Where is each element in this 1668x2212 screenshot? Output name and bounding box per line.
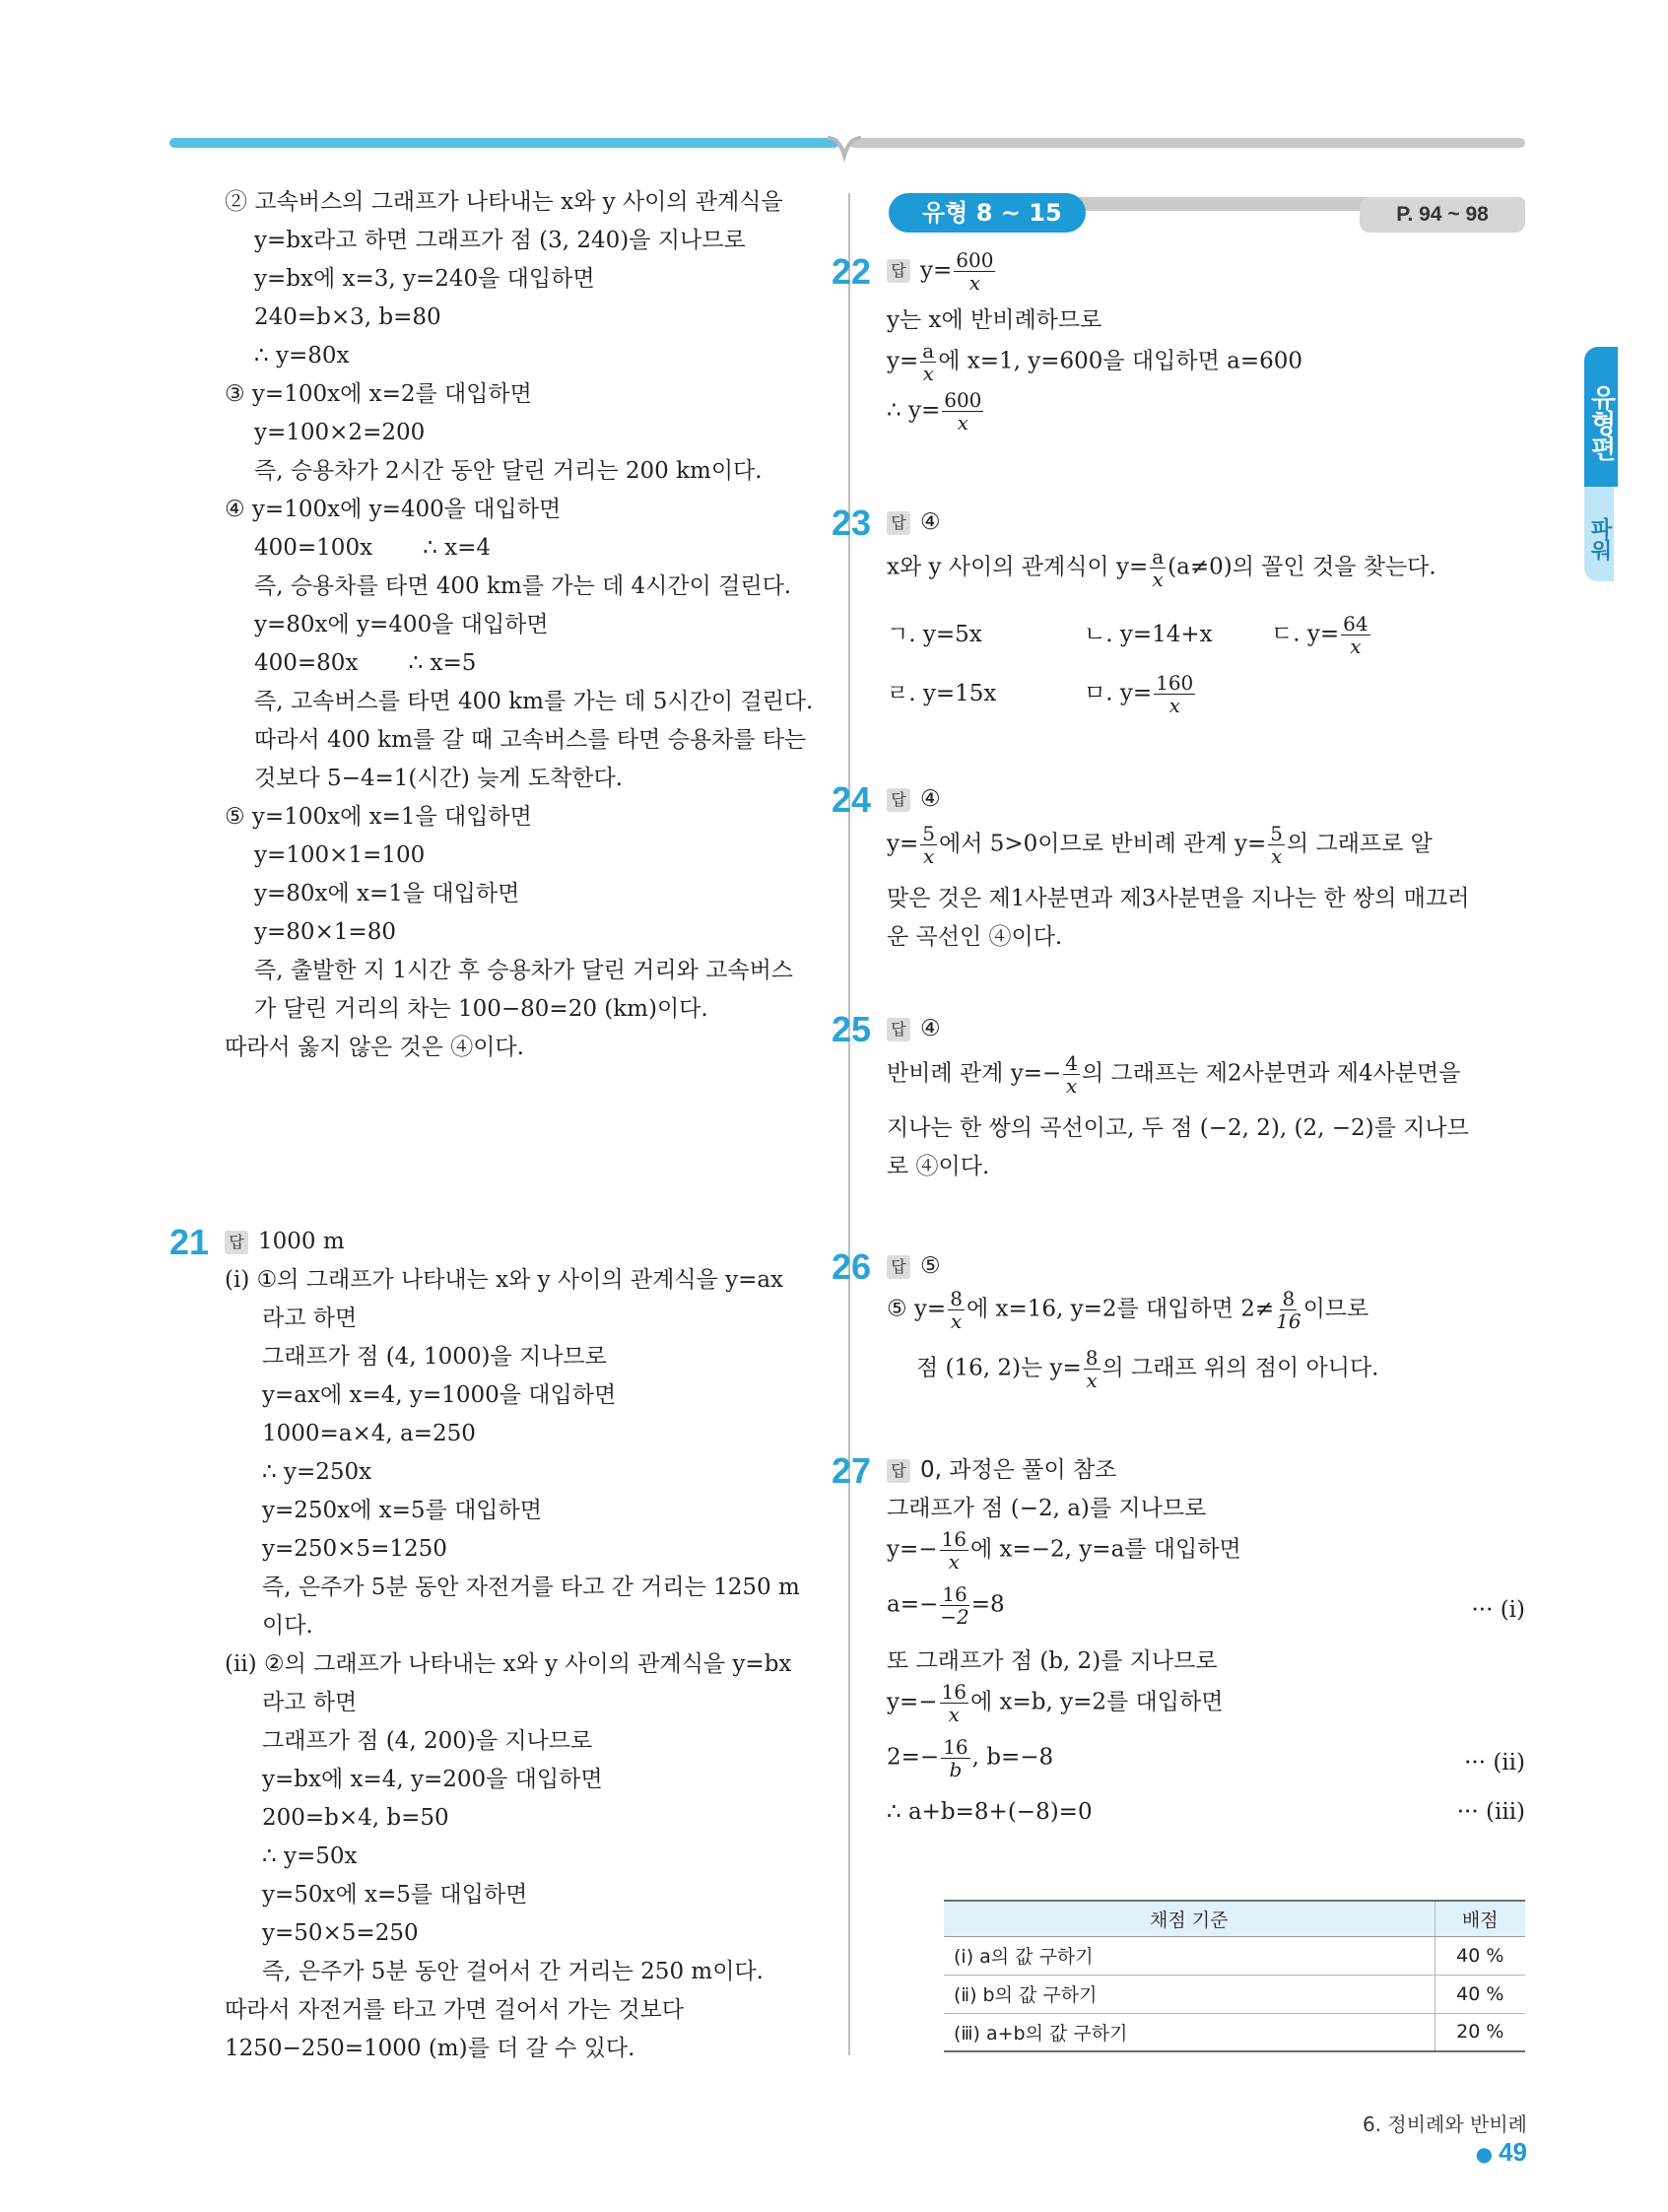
left-line: 것보다 5−4=1(시간) 늦게 도착한다. (254, 766, 624, 791)
left-line: ∴ y=80x (254, 343, 350, 369)
fraction (1084, 1347, 1101, 1391)
problem-number: 21 (169, 1222, 210, 1262)
left-line: 즉, 고속버스를 타면 400 km를 가는 데 5시간이 걸린다. (254, 689, 814, 714)
solution-line: 1250−250=1000 (m)를 더 갈 수 있다. (225, 2036, 635, 2061)
problem-answer: ④ (920, 1016, 941, 1041)
text: ∴ a+b=8+(−8)=0 (887, 1799, 1093, 1825)
type-header-pages: P. 94 ~ 98 (1360, 197, 1525, 233)
solution-line (887, 1288, 1527, 1347)
denominator: 16 (1276, 1309, 1301, 1333)
denominator: x (922, 362, 934, 385)
solution-line: 지나는 한 쌍의 곡선이고, 두 점 (−2, 2), (2, −2)를 지나므 (887, 1115, 1469, 1141)
table-header-cell: 배점 (1434, 1901, 1525, 1936)
problem-answer: ④ (920, 786, 941, 812)
text: y=− (887, 1536, 938, 1563)
left-line: 즉, 승용차를 타면 400 km를 가는 데 4시간이 걸린다. (254, 573, 792, 599)
fraction (1276, 1288, 1301, 1332)
denominator: −2 (940, 1605, 969, 1629)
left-line: 가 달린 거리의 차는 100−80=20 (km)이다. (254, 996, 708, 1022)
numerator: a (1152, 545, 1165, 569)
answer-text: y= (920, 257, 953, 283)
fraction (954, 249, 995, 294)
side-tab[interactable] (1584, 347, 1643, 581)
solution-line (887, 389, 1527, 444)
answer-badge: 답 (887, 1018, 910, 1041)
denominator: x (922, 844, 935, 868)
left-line: y=bx에 x=3, y=240을 대입하면 (254, 266, 595, 292)
solution-line: 운 곡선인 ④이다. (887, 924, 1063, 950)
fraction (941, 1736, 969, 1780)
text: ㄷ. y= (1271, 621, 1340, 646)
text: (a≠0)의 꼴인 것을 찾는다. (1168, 554, 1436, 580)
solution-line: y는 x에 반비례하므로 (887, 307, 1102, 333)
solution-line: 그래프가 점 (−2, a)를 지나므로 (887, 1496, 1207, 1521)
answer-badge: 답 (225, 1231, 248, 1254)
top-notch-shape (828, 136, 861, 164)
left-line: 240=b×3, b=80 (254, 304, 441, 330)
step-marker: ··· (ⅰ) (1471, 1597, 1525, 1623)
text: y=− (887, 1689, 938, 1715)
table-row (944, 2013, 1525, 2051)
numerator: 16 (943, 1735, 968, 1759)
right-column (832, 246, 1527, 1832)
problem-25-header (832, 1009, 1527, 1049)
numerator: 4 (1065, 1051, 1078, 1075)
problem-answer: 0, 과정은 풀이 참조 (920, 1457, 1117, 1483)
table-header-cell: 채점 기준 (944, 1901, 1434, 1936)
problem-answer: ④ (920, 509, 941, 535)
step-marker: ··· (ⅲ) (1456, 1799, 1525, 1825)
side-tab-main: 유형편 (1584, 347, 1618, 487)
solution-line: 이다. (262, 1613, 313, 1639)
problem-21-header (169, 1222, 816, 1262)
text: y= (887, 348, 919, 374)
choice (1271, 613, 1372, 657)
left-line: 400=80x ∴ x=5 (254, 650, 477, 676)
left-line: 400=100x ∴ x=4 (254, 535, 492, 561)
fraction (920, 823, 937, 867)
solution-line (887, 546, 1527, 605)
text: 에 x=b, y=2를 대입하면 (970, 1689, 1224, 1715)
solution-line: y=ax에 x=4, y=1000을 대입하면 (262, 1382, 617, 1408)
solution-line: (ⅱ) ②의 그래프가 나타내는 x와 y 사이의 관계식을 y=bx (225, 1651, 792, 1677)
solution-line (887, 1528, 1527, 1583)
denominator: x (950, 1309, 963, 1333)
text: 의 그래프로 알 (1286, 831, 1433, 857)
numerator: 160 (1156, 670, 1194, 695)
type-header-tab: 유형 8 ~ 15 (889, 193, 1086, 233)
top-rule-right (849, 138, 1525, 148)
fraction (940, 1528, 968, 1573)
fraction (940, 1583, 968, 1628)
left-line: ③ y=100x에 x=2를 대입하면 (225, 381, 532, 407)
problem-number: 27 (832, 1450, 872, 1491)
numerator: 8 (1085, 1346, 1099, 1370)
solution-line: ∴ y=50x (262, 1843, 358, 1869)
solution-line: 또 그래프가 점 (b, 2)를 지나므로 (887, 1648, 1218, 1674)
text: ㅁ. y= (1084, 680, 1153, 705)
numerator: 5 (1270, 822, 1283, 845)
left-line: ⑤ y=100x에 x=1을 대입하면 (225, 804, 532, 830)
solution-line: 로 ④이다. (887, 1154, 990, 1179)
problem-number: 23 (832, 503, 872, 543)
choice-row (887, 605, 1527, 664)
text: 반비례 관계 y=− (887, 1060, 1062, 1087)
text: 에 x=1, y=600을 대입하면 a=600 (938, 348, 1302, 374)
denominator: x (1086, 1369, 1098, 1392)
side-tab-sub: 파워 (1584, 487, 1614, 581)
left-line: y=80x에 x=1을 대입하면 (254, 881, 520, 906)
page-number: 49 (1499, 2137, 1527, 2167)
left-line: 따라서 옳지 않은 것은 ④이다. (225, 1035, 524, 1060)
solution-line: 맞은 것은 제1사분면과 제3사분면을 지나는 한 쌍의 매끄러 (887, 886, 1470, 911)
solution-line: y=250x에 x=5를 대입하면 (262, 1498, 542, 1523)
solution-line (887, 823, 1527, 880)
answer-badge: 답 (887, 511, 910, 535)
text: 이므로 (1302, 1296, 1369, 1322)
text: 에 x=−2, y=a를 대입하면 (970, 1536, 1241, 1563)
left-line: y=100×2=200 (254, 420, 426, 445)
left-column (169, 183, 816, 2068)
solution-line: (ⅰ) ①의 그래프가 나타내는 x와 y 사이의 관계식을 y=ax (225, 1267, 784, 1293)
left-line: y=100×1=100 (254, 842, 426, 868)
top-rule-left (169, 138, 839, 148)
solution-line: 200=b×4, b=50 (262, 1805, 449, 1831)
solution-line (887, 1793, 1527, 1832)
scoring-table (944, 1900, 1525, 2052)
solution-line: y=250×5=1250 (262, 1536, 447, 1562)
solution-line: y=50×5=250 (262, 1920, 419, 1946)
solution-line: ∴ y=250x (262, 1459, 372, 1485)
problem-number: 24 (832, 779, 872, 820)
choice-row (887, 664, 1527, 723)
left-line: 즉, 승용차가 2시간 동안 달린 거리는 200 km이다. (254, 458, 763, 484)
left-line: y=bx라고 하면 그래프가 점 (3, 240)을 지나므로 (254, 228, 746, 253)
text: ⑤ y= (887, 1296, 947, 1322)
choice: ㄹ. y=15x (887, 680, 997, 706)
denominator: x (957, 411, 968, 435)
fraction (920, 340, 936, 384)
problem-answer: 1000 m (258, 1229, 345, 1254)
problem-22-header (832, 246, 1527, 296)
fraction (1268, 823, 1285, 867)
problem-27-header (832, 1450, 1527, 1491)
denominator: x (968, 270, 980, 295)
table-row (944, 1936, 1525, 1975)
answer-badge: 답 (887, 1459, 910, 1483)
chapter-title: 6. 정비례와 반비례 (1362, 2112, 1527, 2136)
left-line: 따라서 400 km를 갈 때 고속버스를 타면 승용차를 타는 (254, 727, 807, 753)
text: ∴ y= (887, 397, 941, 424)
numerator: 16 (942, 1582, 967, 1606)
table-cell: 40 % (1434, 1975, 1525, 2013)
table-row (944, 1975, 1525, 2013)
text: y= (887, 831, 919, 857)
denominator: x (1270, 844, 1283, 868)
left-line: y=80×1=80 (254, 919, 396, 945)
solution-line: 즉, 은주가 5분 동안 자전거를 타고 간 거리는 1250 m (262, 1575, 800, 1600)
table-cell: (ⅲ) a+b의 값 구하기 (944, 2013, 1434, 2051)
text: =8 (970, 1591, 1005, 1618)
solution-line (887, 1583, 1527, 1642)
solution-line: y=50x에 x=5를 대입하면 (262, 1882, 528, 1908)
numerator: 5 (922, 822, 935, 845)
problem-number: 26 (832, 1246, 872, 1287)
fraction (942, 389, 983, 434)
page-footer (1320, 2109, 1527, 2168)
choice: ㄱ. y=5x (887, 621, 982, 647)
fraction (940, 1681, 968, 1725)
numerator: 600 (956, 247, 994, 272)
fraction (1063, 1052, 1080, 1097)
problem-number: 22 (832, 250, 872, 292)
solution-line: 그래프가 점 (4, 1000)을 지나므로 (262, 1344, 607, 1370)
numerator: 16 (941, 1680, 967, 1704)
table-cell: (ⅰ) a의 값 구하기 (944, 1936, 1434, 1975)
table-cell: 20 % (1434, 2013, 1525, 2051)
fraction (1150, 546, 1166, 590)
text: x와 y 사이의 관계식이 y= (887, 554, 1149, 580)
table-cell: (ⅱ) b의 값 구하기 (944, 1975, 1434, 2013)
solution-line: 즉, 은주가 5분 동안 걸어서 간 거리는 250 m이다. (262, 1959, 764, 1984)
fraction (948, 1288, 965, 1332)
denominator: x (948, 1550, 960, 1574)
denominator: b (949, 1758, 963, 1781)
solution-line (887, 1736, 1527, 1793)
solution-line (887, 1347, 1527, 1406)
numerator: 16 (941, 1527, 967, 1551)
numerator: a (922, 339, 935, 363)
numerator: 600 (944, 388, 982, 412)
solution-line: 라고 하면 (262, 1690, 358, 1715)
solution-line: y=bx에 x=4, y=200을 대입하면 (262, 1767, 603, 1792)
solution-line: 그래프가 점 (4, 200)을 지나므로 (262, 1728, 593, 1754)
table-cell: 40 % (1434, 1936, 1525, 1975)
text: 점 (16, 2)는 y= (916, 1355, 1082, 1381)
solution-line: 따라서 자전거를 타고 가면 걸어서 가는 것보다 (225, 1997, 685, 2023)
text: , b=−8 (971, 1744, 1054, 1771)
denominator: x (1065, 1074, 1078, 1098)
solution-line (887, 1681, 1527, 1736)
bullet-icon: ● (1475, 2142, 1494, 2166)
step-marker: ··· (ⅱ) (1464, 1750, 1525, 1776)
fraction (1154, 672, 1195, 716)
left-line: 즉, 출발한 지 1시간 후 승용차가 달린 거리와 고속버스 (254, 958, 794, 983)
problem-24-header (832, 779, 1527, 820)
text: 의 그래프는 제2사분면과 제4사분면을 (1081, 1060, 1461, 1087)
solution-line: 1000=a×4, a=250 (262, 1421, 476, 1446)
answer-badge: 답 (887, 1255, 910, 1279)
denominator: x (948, 1703, 960, 1726)
problem-26-header (832, 1246, 1527, 1287)
text: 에서 5>0이므로 반비례 관계 y= (939, 831, 1267, 857)
text: 2=− (887, 1744, 940, 1771)
table-header-row (944, 1901, 1525, 1936)
left-line: ④ y=100x에 y=400을 대입하면 (225, 497, 562, 522)
problem-number: 25 (832, 1009, 872, 1049)
problem-answer: ⑤ (920, 1253, 941, 1279)
problem-23-header (832, 503, 1527, 543)
choice (1084, 672, 1197, 716)
denominator: x (1168, 693, 1180, 717)
fraction (1341, 613, 1369, 657)
solution-line: 라고 하면 (262, 1306, 358, 1331)
answer-badge: 답 (887, 259, 910, 283)
text: 의 그래프 위의 점이 아니다. (1101, 1355, 1379, 1381)
text: 에 x=16, y=2를 대입하면 2≠ (966, 1296, 1275, 1322)
solution-line (887, 340, 1527, 389)
choice: ㄴ. y=14+x (1084, 621, 1213, 647)
problem-answer (920, 249, 997, 294)
denominator: x (1350, 634, 1362, 658)
left-line: ② 고속버스의 그래프가 나타내는 x와 y 사이의 관계식을 (225, 189, 783, 215)
left-line: y=80x에 y=400을 대입하면 (254, 612, 549, 637)
text: a=− (887, 1591, 939, 1618)
answer-badge: 답 (887, 788, 910, 812)
numerator: 64 (1343, 611, 1368, 636)
numerator: 8 (1282, 1287, 1296, 1310)
denominator: x (1152, 568, 1164, 591)
numerator: 8 (950, 1287, 963, 1310)
solution-line (887, 1052, 1527, 1109)
column-divider (848, 193, 850, 2055)
